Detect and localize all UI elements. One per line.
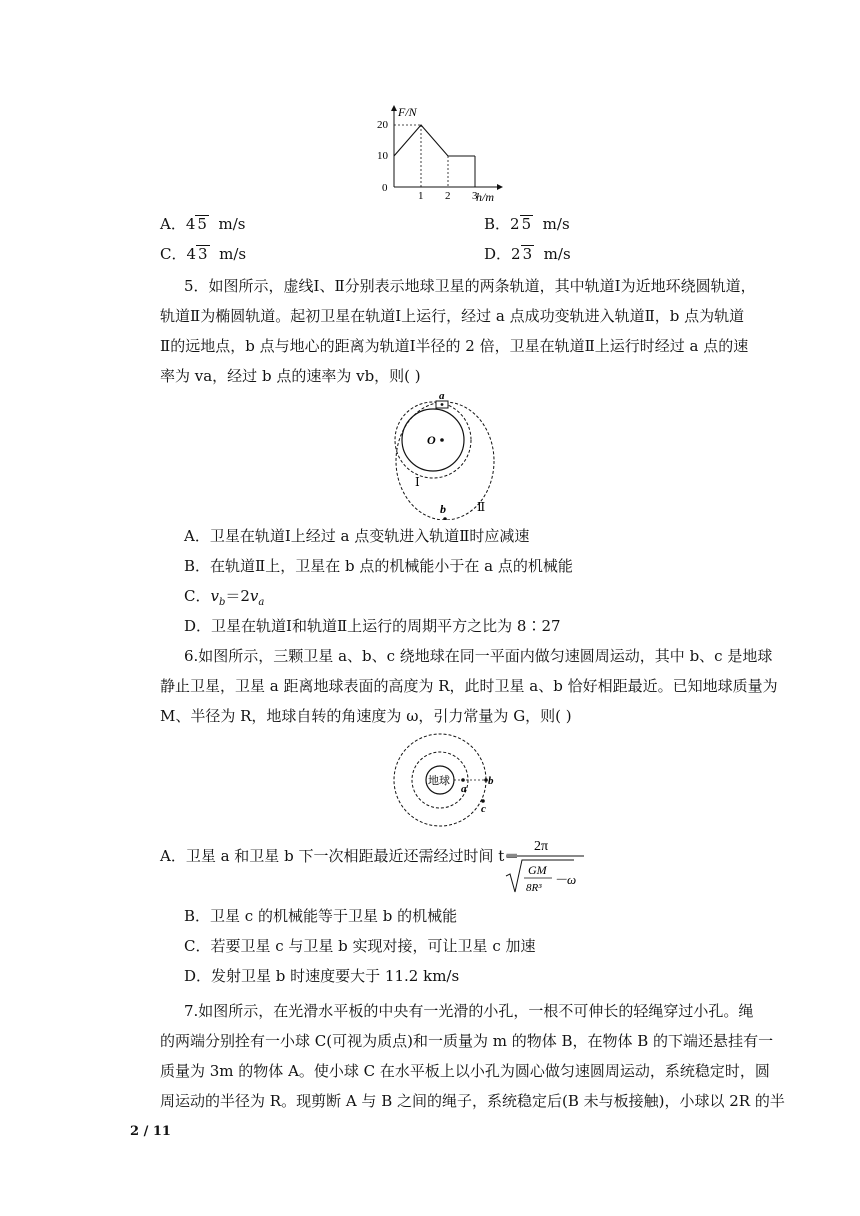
q6-option-a-formula	[504, 836, 594, 898]
x-tick-1: 1	[418, 190, 424, 202]
orbit-2-label: Ⅱ	[477, 500, 486, 514]
center-point	[440, 438, 444, 442]
q7-line-1: 7.如图所示，在光滑水平板的中央有一光滑的小孔，一根不可伸长的轻绳穿过小孔。绳	[184, 1002, 754, 1020]
page-number: 2 / 11	[130, 1124, 171, 1139]
y-tick-20: 20	[377, 119, 388, 131]
q4-option-a: A．4 5 m/s	[160, 215, 246, 233]
satellite-diagram	[390, 730, 500, 830]
q4-option-c: C．4 3 m/s	[160, 245, 247, 263]
q6-option-c: C．若要卫星 c 与卫星 b 实现对接，可让卫星 c 加速	[184, 937, 536, 955]
q5-line-2: 轨道Ⅱ为椭圆轨道。起初卫星在轨道Ⅰ上运行，经过 a 点成功变轨进入轨道Ⅱ，b 点为轨道	[160, 307, 745, 325]
orbit-diagram	[385, 390, 515, 520]
q5-line-3: Ⅱ的远地点，b 点与地心的距离为轨道Ⅰ半径的 2 倍，卫星在轨道Ⅱ上运行时经过 a 点的速	[160, 337, 749, 355]
q5-option-b: B．在轨道Ⅱ上，卫星在 b 点的机械能小于在 a 点的机械能	[184, 557, 573, 575]
satellite-a	[461, 778, 465, 782]
q4-option-d: D．2 3 m/s	[484, 245, 571, 263]
q5-line-4: 率为 va，经过 b 点的速率为 vb，则( )	[160, 367, 421, 385]
q7-line-2: 的两端分别拴有一小球 C(可视为质点)和一质量为 m 的物体 B，在物体 B 的下端还悬挂有一	[160, 1032, 774, 1050]
satellite-a-label: a	[461, 783, 467, 795]
force-height-graph	[370, 100, 510, 208]
q6-option-b: B．卫星 c 的机械能等于卫星 b 的机械能	[184, 907, 458, 925]
q6-option-a-prefix: A．卫星 a 和卫星 b 下一次相距最近还需经过时间 t＝	[160, 847, 520, 865]
q5-line-1: 5．如图所示，虚线Ⅰ、Ⅱ分别表示地球卫星的两条轨道，其中轨道Ⅰ为近地环绕圆轨道，	[184, 277, 756, 295]
q5-option-c: C．$v_b=2v_a$	[184, 587, 265, 608]
y-tick-0: 0	[382, 182, 388, 194]
q7-line-3: 质量为 3m 的物体 A。使小球 C 在水平板上以小孔为圆心做匀速圆周运动，系统稳定时，圆	[160, 1062, 770, 1080]
point-a-label: a	[439, 390, 445, 402]
point-b-label: b	[440, 502, 446, 516]
q6-line-3: M、半径为 R，地球自转的角速度为 ω，引力常量为 G，则( )	[160, 707, 572, 725]
q4-option-b: B．2 5 m/s	[484, 215, 570, 233]
force-line	[394, 125, 475, 156]
center-label: O	[427, 433, 436, 447]
y-tick-10: 10	[377, 150, 388, 162]
q6-line-1: 6.如图所示，三颗卫星 a、b、c 绕地球在同一平面内做匀速圆周运动，其中 b、c 是地球	[184, 647, 773, 665]
earth-label: 地球	[428, 775, 450, 787]
orbit-1-label: Ⅰ	[415, 475, 420, 489]
q6-option-d: D．发射卫星 b 时速度要大于 11.2 km/s	[184, 967, 460, 985]
q5-option-a: A．卫星在轨道Ⅰ上经过 a 点变轨进入轨道Ⅱ时应减速	[184, 527, 530, 545]
q6-line-2: 静止卫星，卫星 a 距离地球表面的高度为 R，此时卫星 a、b 恰好相距最近。已知地球质量为	[160, 677, 778, 695]
y-axis-label: F/N	[398, 105, 417, 119]
q7-line-4: 周运动的半径为 R。现剪断 A 与 B 之间的绳子，系统稳定后(B 未与板接触)，小球以 2R 的半	[160, 1092, 785, 1110]
satellite-c-label: c	[481, 803, 486, 815]
x-axis-label: h/m	[476, 190, 494, 204]
formula-tail: －ω	[554, 872, 577, 887]
satellite-b-label: b	[488, 775, 494, 787]
point-b	[443, 517, 447, 520]
q5-option-d: D．卫星在轨道Ⅰ和轨道Ⅱ上运行的周期平方之比为 8∶27	[184, 617, 561, 635]
graph-marks	[394, 125, 475, 187]
inner-denominator: 8R³	[526, 882, 542, 894]
x-tick-2: 2	[445, 190, 451, 202]
x-tick-3: 3	[472, 190, 478, 202]
formula-numerator: 2π	[534, 839, 549, 854]
inner-numerator: GM	[528, 863, 547, 877]
